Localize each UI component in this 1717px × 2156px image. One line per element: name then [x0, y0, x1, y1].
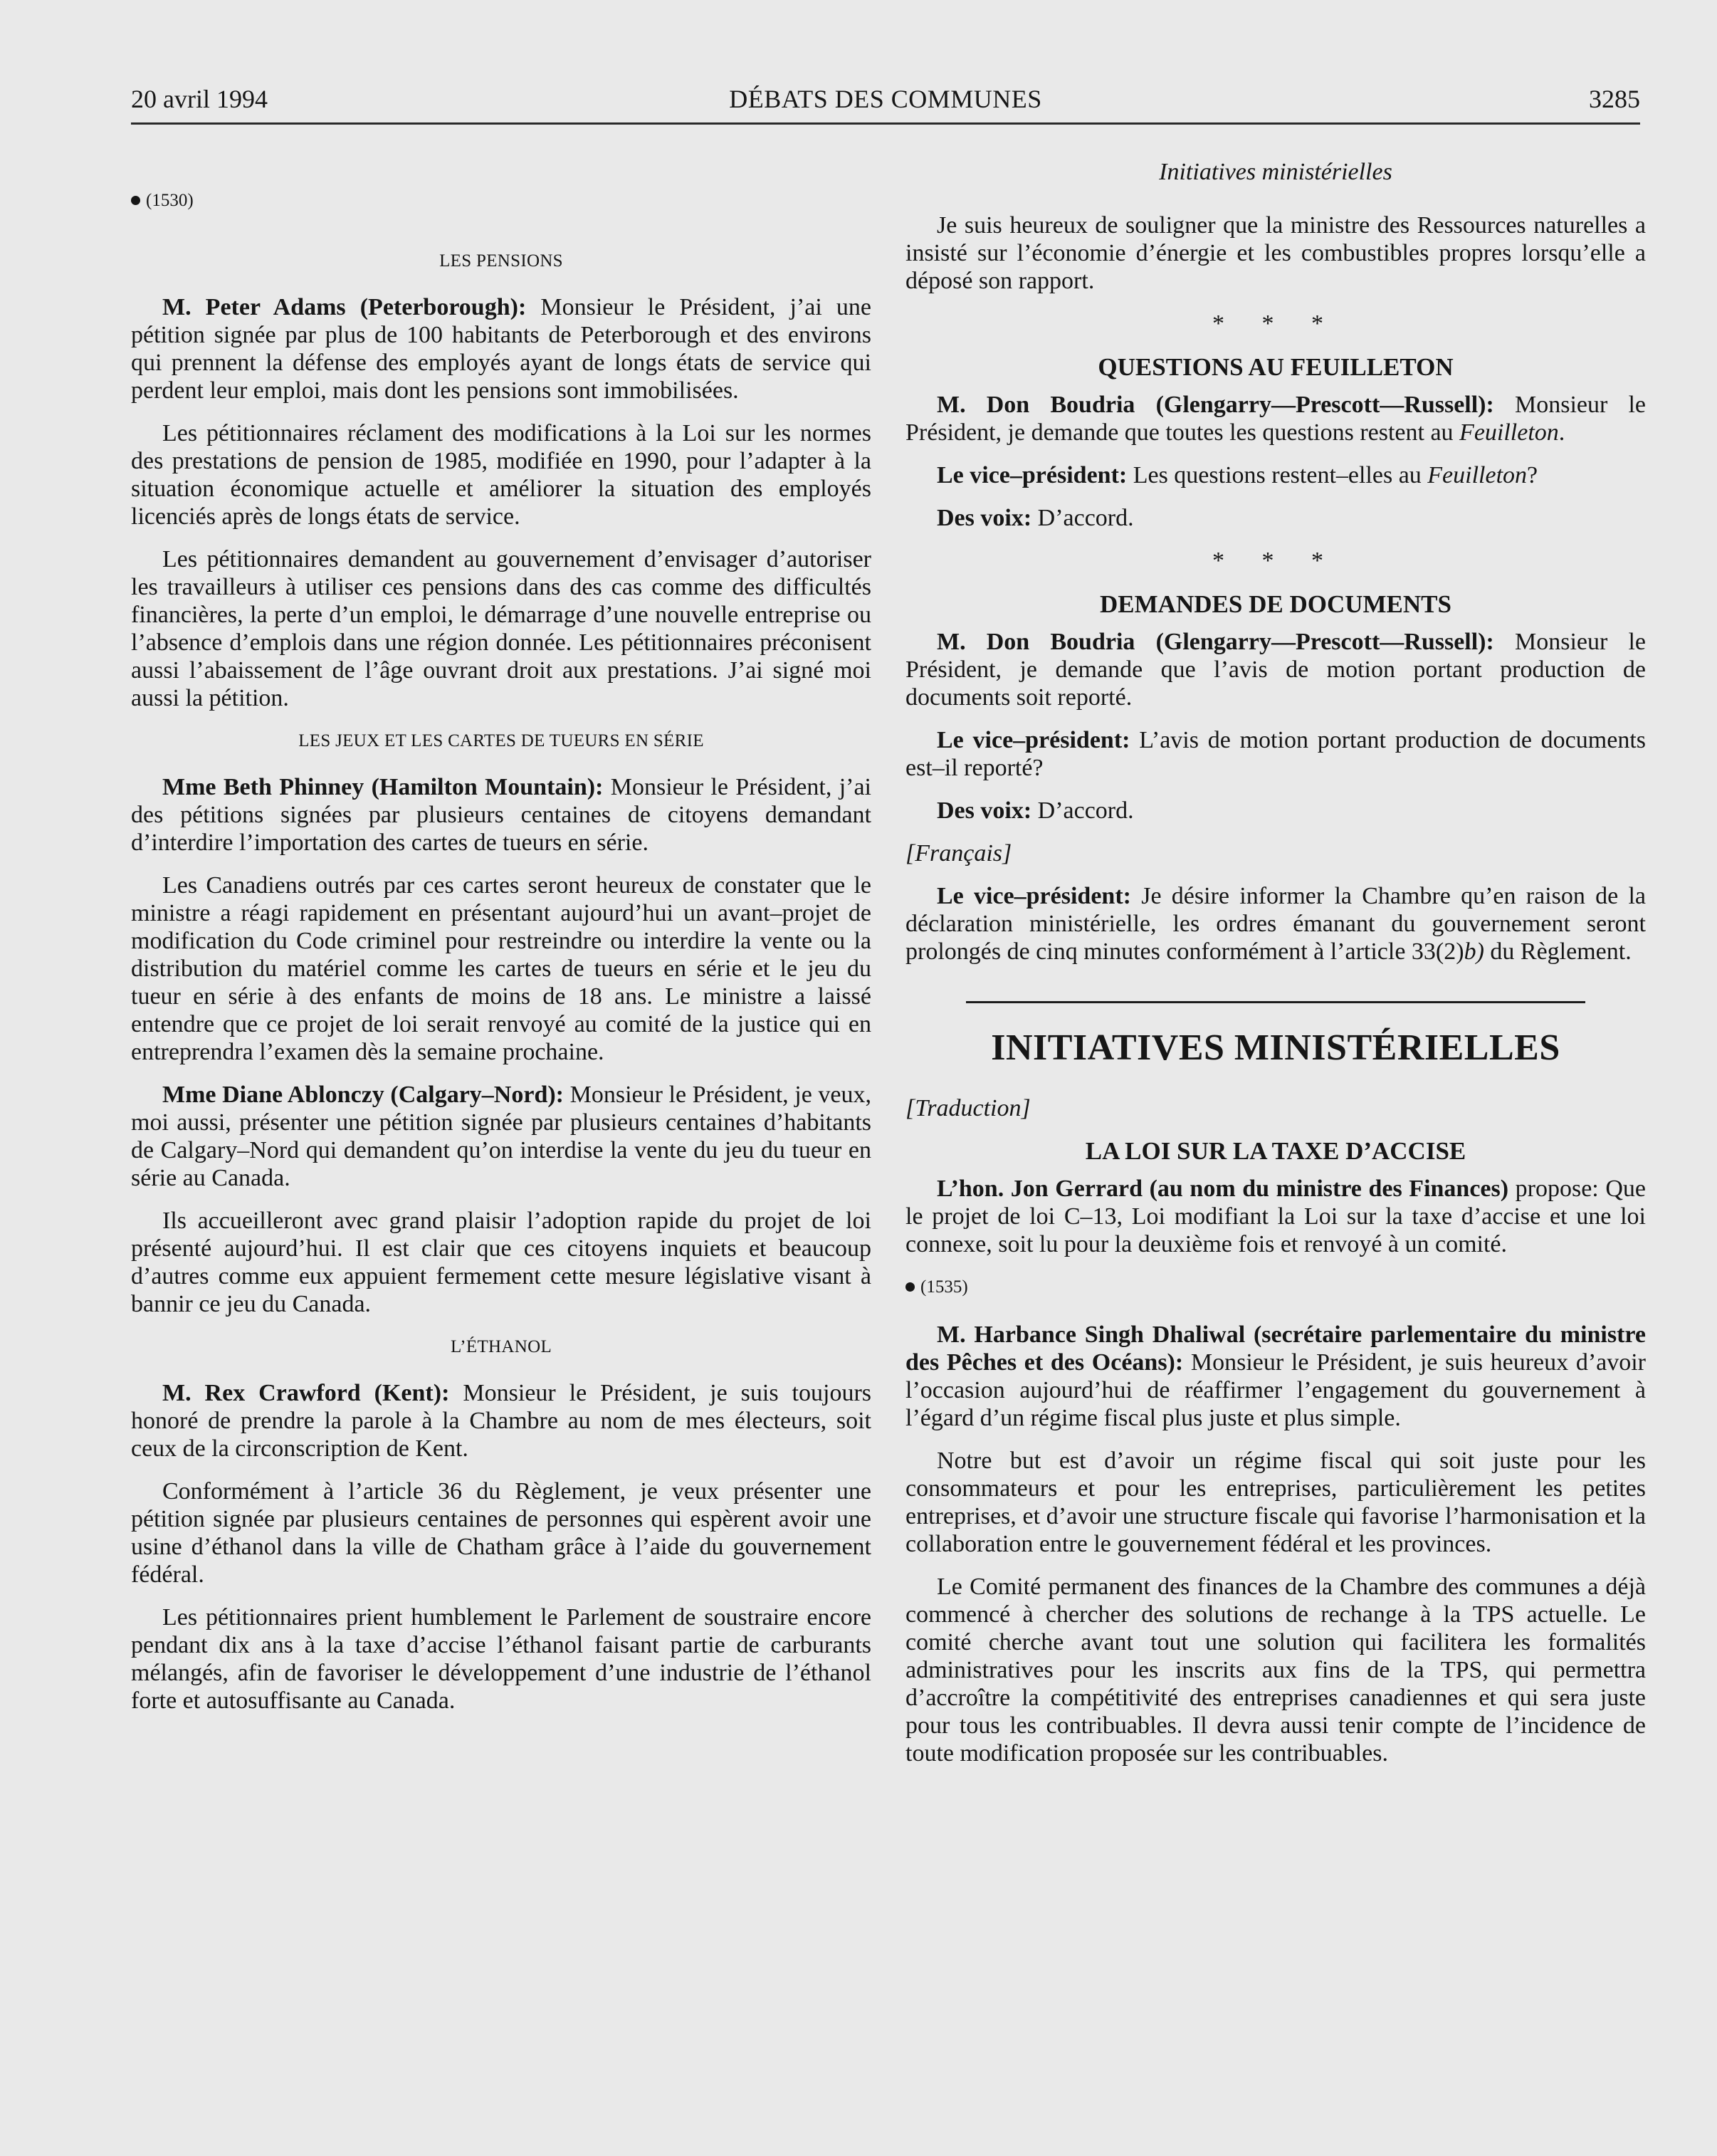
speech-text: du Règlement.	[1484, 938, 1632, 965]
speech-text: Monsieur le Président, je demande que toutes les questions restent au	[905, 392, 1647, 446]
speech-text: L’avis de motion portant production de documents est–il reporté?	[905, 727, 1646, 781]
speech-text: D’accord.	[1031, 797, 1134, 824]
running-head: Initiatives ministérielles	[1159, 159, 1392, 185]
speaker-name: Le vice–président:	[937, 883, 1131, 909]
speaker-name: Le vice–président:	[937, 727, 1130, 753]
italic-text: b)	[1464, 938, 1484, 965]
section-heading: L’ÉTHANOL	[450, 1337, 552, 1356]
page-number: 3285	[1589, 85, 1640, 113]
left-column	[131, 158, 871, 1729]
paragraph	[905, 882, 1646, 966]
paragraph	[905, 628, 1646, 711]
header-title: DÉBATS DES COMMUNES	[729, 85, 1042, 113]
separator-stars: * * *	[1212, 310, 1339, 337]
paragraph	[905, 391, 1646, 446]
paragraph	[131, 293, 871, 404]
paragraph: Je suis heureux de souligner que la ministre des Ressources naturelles a insisté sur l’économie d’énergie et les combustibles propres lorsqu’elle a déposé son rapport.	[905, 212, 1646, 294]
paragraph	[905, 797, 1646, 825]
header-date: 20 avril 1994	[131, 85, 268, 113]
language-tag: [Français]	[905, 840, 1012, 867]
section-heading: LA LOI SUR LA TAXE D’ACCISE	[1085, 1137, 1466, 1165]
speech-text: Monsieur le Président, je suis heureux d’avoir l’occasion aujourd’hui de réaffirmer l’engagement du gouvernement à l’égard d’un régime fiscal plus juste et plus simple.	[905, 1349, 1646, 1431]
speech-text: Monsieur le Président, je suis toujours honoré de prendre la parole à la Chambre au nom de mes électeurs, soit ceux de la circonscription de Kent.	[131, 1380, 871, 1462]
paragraph: Les pétitionnaires prient humblement le Parlement de soustraire encore pendant dix ans à la taxe d’accise l’éthanol faisant partie de carburants mélangés, afin de favoriser le développement d’une industrie de l’éthanol forte et autosuffisante au Canada.	[131, 1604, 871, 1714]
paragraph	[131, 773, 871, 857]
speaker-name: M. Rex Crawford (Kent):	[162, 1380, 450, 1406]
speaker-name: Des voix:	[937, 505, 1032, 531]
major-heading: INITIATIVES MINISTÉRIELLES	[991, 1027, 1560, 1068]
time-stamp	[131, 187, 871, 214]
speaker-name: Des voix:	[937, 797, 1032, 824]
right-column	[905, 158, 1646, 1782]
speaker-name: Mme Diane Ablonczy (Calgary–Nord):	[162, 1082, 565, 1108]
section-heading: DEMANDES DE DOCUMENTS	[1100, 590, 1451, 618]
paragraph	[905, 1321, 1646, 1432]
page-header	[131, 80, 1640, 125]
section-divider	[966, 1001, 1585, 1003]
paragraph: Notre but est d’avoir un régime fiscal qui soit juste pour les consommateurs et pour les entreprises, particulièrement les petites entreprises, et d’avoir une structure fiscale qui favorise l’harmonisation et la collaboration entre le gouvernement fédéral et les provinces.	[905, 1448, 1646, 1557]
speaker-name: M. Don Boudria (Glengarry—Prescott—Russell):	[937, 629, 1494, 655]
time-stamp	[905, 1273, 1646, 1301]
section-heading: LES JEUX ET LES CARTES DE TUEURS EN SÉRIE	[298, 731, 704, 750]
italic-text: Feuilleton	[1459, 419, 1559, 446]
paragraph: Les pétitionnaires demandent au gouvernement d’envisager d’autoriser les travailleurs à utiliser ces pensions dans des cas comme des difficultés financières, la perte d’un emploi, le démarrage d’une nouvelle entreprise ou l’absence d’emplois dans une région donnée. Les pétitionnaires préconisent aussi l’abaissement de l’âge ouvrant droit aux prestations. J’ai signé moi aussi la pétition.	[131, 546, 871, 711]
speech-text: Monsieur le Président, je veux, moi aussi, présenter une pétition signée par plusieurs centaines d’habitants de Calgary–Nord qui demandent qu’on interdise la vente du jeu du tueur en série au Canada.	[131, 1082, 871, 1191]
speaker-name: Mme Beth Phinney (Hamilton Mountain):	[162, 774, 604, 800]
paragraph	[905, 461, 1646, 489]
speech-text: Monsieur le Président, j’ai une pétition signée par plus de 100 habitants de Peterborough et des environs qui prennent la défense des employés ayant de longs états de service qui perdent leur emploi, mais dont les pensions sont immobilisées.	[131, 294, 872, 404]
time-stamp-text: (1535)	[920, 1277, 968, 1297]
bullet-icon	[905, 1282, 915, 1292]
speaker-name: Le vice–président:	[937, 462, 1128, 488]
paragraph: Les pétitionnaires réclament des modifications à la Loi sur les normes des prestations de pension de 1985, modifiée en 1990, pour l’adapter à la situation économique actuelle et améliorer la situation des employés licenciés après de longs états de service.	[131, 420, 871, 530]
paragraph	[905, 504, 1646, 532]
speech-text: ?	[1527, 462, 1538, 488]
section-heading: QUESTIONS AU FEUILLETON	[1098, 353, 1454, 381]
speech-text: Les questions restent–elles au	[1127, 462, 1428, 488]
speaker-name: L’hon. Jon Gerrard (au nom du ministre des Finances)	[937, 1176, 1509, 1202]
section-heading: LES PENSIONS	[439, 251, 563, 271]
paragraph: Les Canadiens outrés par ces cartes seront heureux de constater que le ministre a réagi rapidement en présentant aujourd’hui un avant–projet de modification du Code criminel pour restreindre ou interdire la vente ou la distribution du matériel comme les cartes de tueurs en série et le jeu du tueur en série à des enfants de moins de 18 ans. Le ministre a laissé entendre que ce projet de loi serait renvoyé au comité de la justice qui en entreprendra l’examen dès la semaine prochaine.	[131, 872, 871, 1065]
speaker-name: M. Harbance Singh Dhaliwal (secrétaire parlementaire du ministre des Pêches et des Océans):	[905, 1322, 1646, 1376]
italic-text: Feuilleton	[1427, 462, 1528, 488]
speech-text: Monsieur le Président, j’ai des pétitions signées par plusieurs centaines de citoyens demandant d’interdire l’importation des cartes de tueurs en série.	[131, 774, 871, 856]
paragraph: Ils accueilleront avec grand plaisir l’adoption rapide du projet de loi présenté aujourd’hui. Il est clair que ces citoyens inquiets et beaucoup d’autres comme eux appuient fermement cette mesure législative visant à bannir ce jeu du Canada.	[131, 1208, 871, 1317]
language-tag: [Traduction]	[905, 1095, 1031, 1121]
paragraph: Le Comité permanent des finances de la Chambre des communes a déjà commencé à chercher des solutions de rechange à la TPS actuelle. Le comité cherche avant tout une solution qui facilitera les formalités administratives pour les inscrits aux fins de la TPS, qui permettra d’accroître la compétitivité des entreprises canadiennes et qui sera juste pour tous les contribuables. Il devra aussi tenir compte de l’incidence de toute modification proposée sur les contribuables.	[905, 1574, 1646, 1767]
paragraph	[131, 1379, 871, 1462]
paragraph: Conformément à l’article 36 du Règlement, je veux présenter une pétition signée par plusieurs centaines de personnes qui espèrent avoir une usine d’éthanol dans la ville de Chatham grâce à l’aide du gouvernement fédéral.	[131, 1478, 871, 1588]
paragraph	[905, 726, 1646, 782]
time-stamp-text: (1530)	[146, 191, 194, 210]
paragraph	[131, 1081, 871, 1192]
speech-text: Monsieur le Président, je demande que l’avis de motion portant production de documents soit reporté.	[905, 629, 1647, 711]
bullet-icon	[131, 196, 140, 205]
separator-stars: * * *	[1212, 548, 1339, 574]
speech-text: Je désire informer la Chambre qu’en raison de la déclaration ministérielle, les ordres émanant du gouvernement seront prolongés de cinq minutes conformément à l’article 33(2)	[905, 883, 1646, 965]
speech-text: propose: Que le projet de loi C–13, Loi modifiant la Loi sur la taxe d’accise et une loi connexe, soit lu pour la deuxième fois et renvoyé à un comité.	[905, 1176, 1646, 1257]
speech-text: .	[1558, 419, 1565, 446]
paragraph	[905, 1175, 1646, 1258]
speech-text: D’accord.	[1031, 505, 1134, 531]
speaker-name: M. Peter Adams (Peterborough):	[162, 294, 527, 320]
speaker-name: M. Don Boudria (Glengarry—Prescott—Russell):	[937, 392, 1494, 418]
